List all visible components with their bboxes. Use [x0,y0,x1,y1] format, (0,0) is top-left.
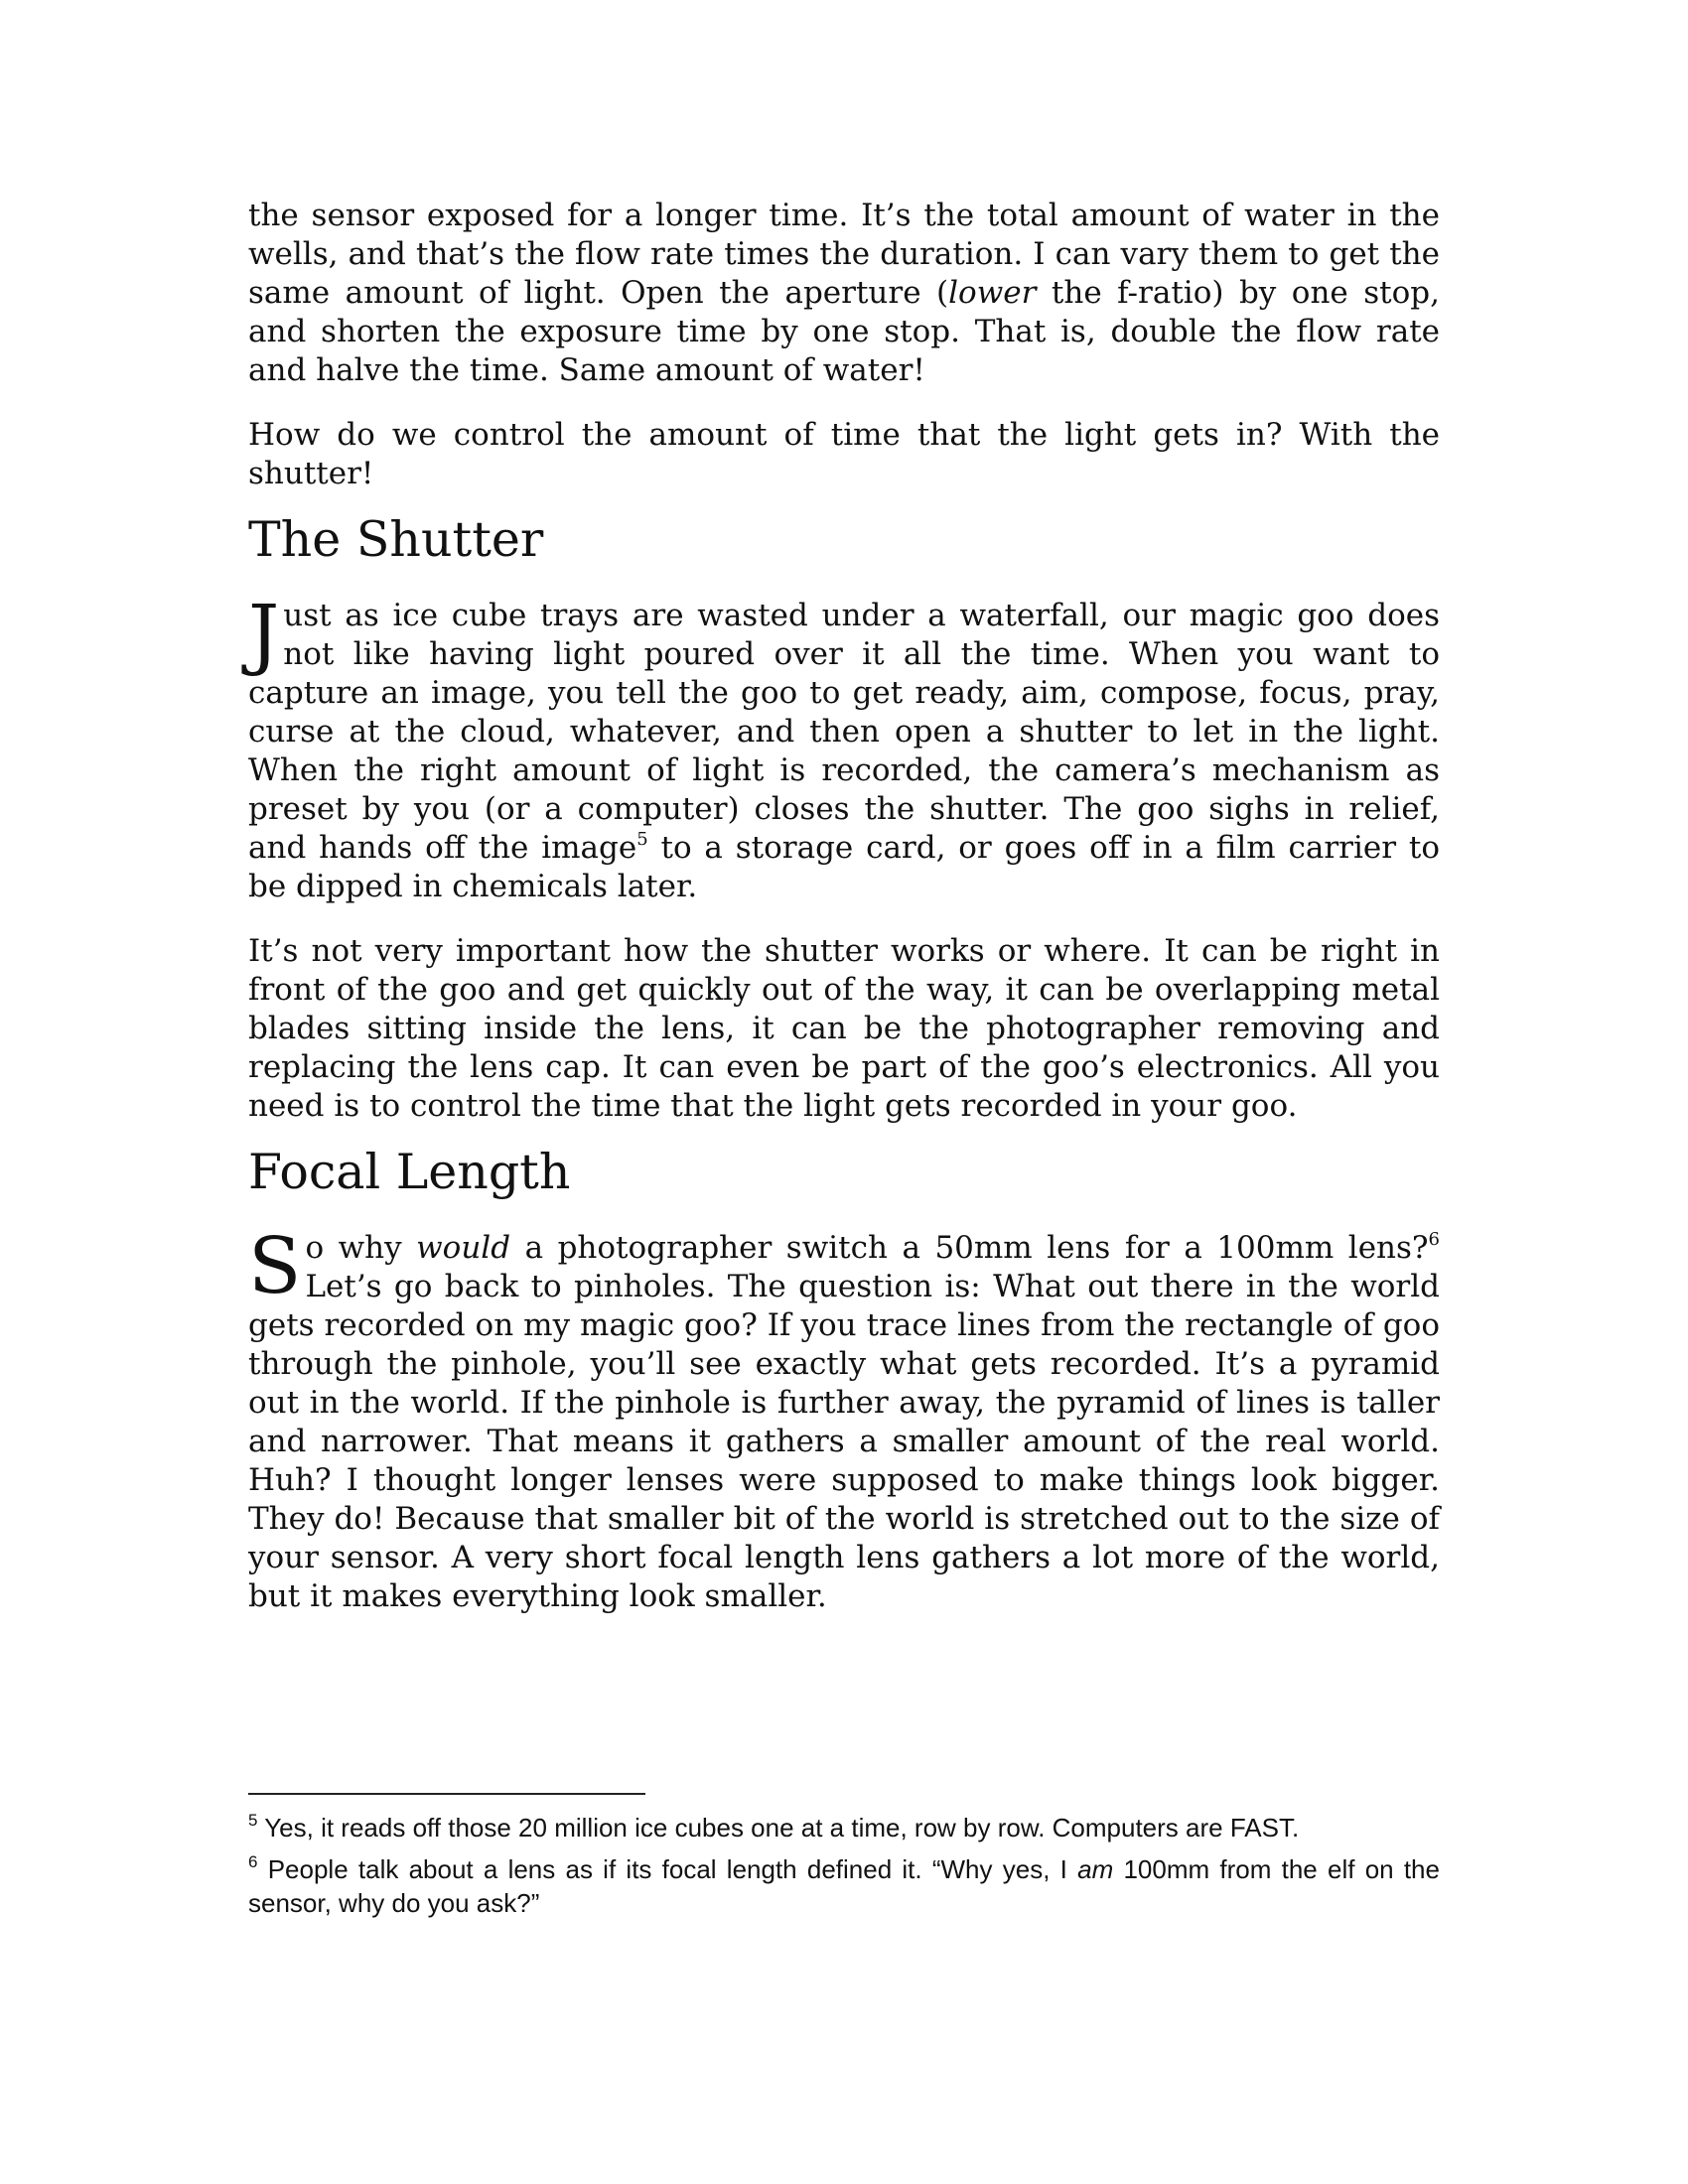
footnote-number-6: 6 [248,1852,258,1871]
footnote-number-5: 5 [248,1811,258,1830]
shutter-paragraph-1 [248,590,1440,906]
footnote-6-emphasis-am: am [1077,1854,1114,1884]
shutter-text-1a: ust as ice cube trays are wasted under a waterfall, our magic goo does not like having light poured over it all the time. When you want to capture an image, you tell the goo to get ready, aim, compose, focus, pray, curse at the cloud, whatever, and then open a shutter to let in the light. When the right amount of light is recorded, the camera’s mechanism as preset by you (or a computer) closes the shutter. The goo sighs in relief, and hands off the image [248,598,1440,866]
footnotes [248,1811,1440,1928]
footnote-ref-6[interactable]: 6 [1428,1229,1440,1250]
focal-emphasis-would: would [416,1230,511,1266]
focal-text-1c: Let’s go back to pinholes. The question is: What out there in the world gets recorded on my magic goo? If you trace lines from the rectangle of goo through the pinhole, you’ll see exactly what gets recorded. It’s a pyramid out in the world. If the pinhole is further away, the pyramid of lines is taller and narrower. That means it gathers a smaller amount of the real world. Huh? I thought longer lenses were supposed to make things look bigger. They do! Because that smaller bit of the world is stretched out to the size of your sensor. A very short focal length lens gathers a lot more of the world, but it makes everything look smaller. [248,1269,1440,1614]
footnote-5 [248,1811,1440,1844]
focal-text-1a: o why [305,1230,417,1266]
footnote-6-text-a: People talk about a lens as if its focal length defined it. “Why yes, I [257,1854,1078,1884]
intro-paragraph-2 [248,416,1440,493]
intro-text-1a: the sensor exposed for a longer time. It’s the total amount of water in the wells, and that’s the flow rate times the duration. I can vary them to get the same amount of light. Open the aperture ( [248,198,1440,311]
focal-text-1b: a photographer switch a 50mm lens for a 100mm lens? [510,1230,1429,1266]
drop-cap-j: J [248,590,280,679]
shutter-text-2: It’s not very important how the shutter works or where. It can be right in front of the goo and get quickly out of the way, it can be overlapping metal blades sitting inside the lens, it can be the photographer removing and replacing the lens cap. It can even be part of the goo’s electronics. All you need is to control the time that the light gets recorded in your goo. [248,933,1440,1124]
intro-paragraph-1 [248,197,1440,390]
footnote-5-text: Yes, it reads off those 20 million ice cubes one at a time, row by row. Computers are FAST. [257,1813,1300,1843]
intro-emphasis-lower: lower [948,275,1037,311]
section-heading-focal-length: Focal Length [248,1144,571,1200]
section-heading-shutter: The Shutter [248,511,544,568]
intro-text-2: How do we control the amount of time that the light gets in? With the shutter! [248,417,1440,491]
focal-paragraph-1 [248,1222,1440,1616]
footnote-6 [248,1852,1440,1920]
footnote-6-text-b: 100mm from the elf on the sensor, why do you ask?” [248,1854,1440,1918]
footnote-separator [248,1793,645,1795]
shutter-paragraph-2 [248,932,1440,1126]
shutter-text-1b: to a storage card, or goes off in a film carrier to be dipped in chemicals later. [248,830,1440,904]
page-body [248,197,1440,1616]
intro-text-1b: the f-ratio) by one stop, and shorten the exposure time by one stop. That is, double the flow rate and halve the time. Same amount of water! [248,275,1441,388]
footnote-ref-5[interactable]: 5 [636,829,648,850]
drop-cap-s: S [248,1222,302,1311]
